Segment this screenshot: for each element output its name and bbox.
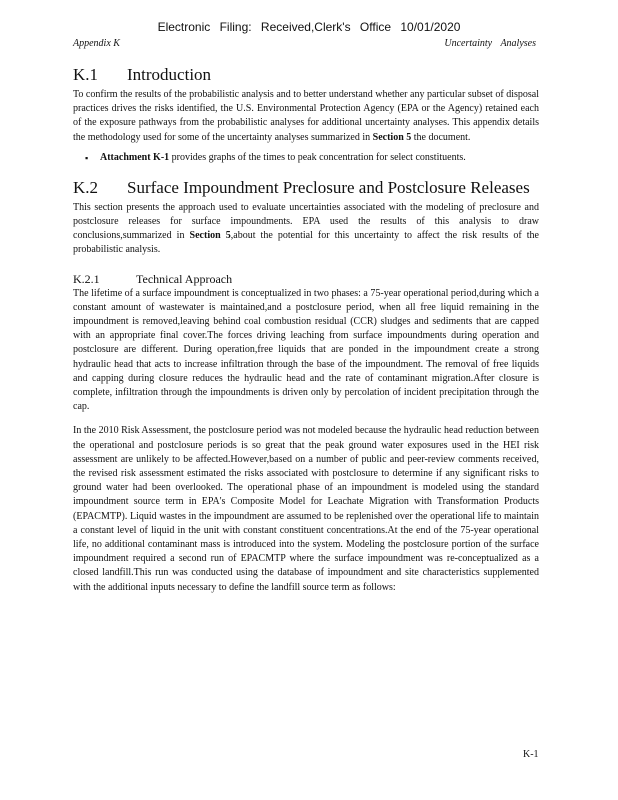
paragraph-text-end: the document.	[413, 131, 471, 143]
paragraph-text: To confirm the results of the probabilistic analysis and to better understand whether any particular subset of disposal practices drives the risks identified, the U.S. Environmental Protection Agency (EPA or the Agency) retained each of the exposure pathways from the probabilistic analyses for additional uncertainty analyses. This appendix details the methodology used for some of the uncertainty analyses summarized in	[73, 89, 539, 143]
paragraph	[73, 88, 539, 145]
section-number: K.1	[73, 65, 99, 84]
section-reference: Section 5	[372, 131, 412, 143]
section-number: K.2	[73, 177, 99, 197]
paragraph-text-end: ,about the potential for this uncertainty to affect the risk results of the probabilistic analysis.	[73, 230, 539, 256]
section-heading-k1	[73, 64, 539, 86]
section-title: Surface Impoundment Preclosure and Postclosure Releases	[127, 177, 530, 197]
attachment-reference: Attachment K-1	[100, 151, 170, 163]
bullet-list	[73, 151, 539, 165]
subsection-heading-k21	[73, 272, 539, 287]
list-item	[85, 151, 539, 165]
paragraph: The lifetime of a surface impoundment is conceptualized in two phases: a 75-year operational period,during which a constant amount of wastewater is maintained,and a postclosure period, when all free liquid remaining in the impoundment is removed,leaving behind coal combustion residual (CCR) sludges and sediments that are capped with an appropriate final cover.The forces driving leaching from surface impoundments during operation and postclosure are different. During operation,free liquids that are ponded in the impoundment create a strong hydraulic head that acts to increase infiltration through the base of the impoundment. The removal of free liquids and capping during closure reduces the hydraulic head and the rate of contaminant migration.After closure is complete, infiltration through the impoundments is driven only by percolation of incident precipitation through the cap.	[73, 287, 539, 413]
section-title: Introduction	[127, 65, 212, 84]
running-header-right: Uncertainty Analyses	[444, 38, 536, 49]
paragraph: In the 2010 Risk Assessment, the postclosure period was not modeled because the hydraulic head reduction between the operational and postclosure periods is so great that the peak ground water exposures used in the HEI risk assessment are unlikely to be affected.However,based on a number of public and peer-review comments received, the revised risk assessment estimated the risks associated with postclosure to determine if any significant risks to ground water had been overlooked. The operational phase of an impoundment is modeled using the standard impoundment source term in EPA's Composite Model for Leachate Migration with Transformation Products (EPACMTP). Liquid wastes in the impoundment are assumed to be replenished over the operational life to maintain a constant level of liquid in the unit with constant constituent concentrations.At the end of the 75-year operational life, no additional contaminant mass is introduced into the system. Modeling the postclosure portion of the surface impoundment required a second run of EPACMTP where the surface impoundment was re-conceptualized as a closed landfill.This run was conducted using the database of impoundment and site characteristics supplemented with the additional inputs necessary to define the landfill source term as follows:	[73, 425, 539, 593]
section-heading-k2	[73, 177, 539, 199]
running-header-left: Appendix K	[73, 38, 120, 49]
subsection-number: K.2.1	[73, 271, 100, 286]
subsection-title: Technical Approach	[136, 271, 233, 286]
filing-stamp: Electronic Filing: Received,Clerk's Office 10/01/2020	[157, 20, 461, 34]
paragraph	[73, 201, 539, 258]
list-item-text: provides graphs of the times to peak concentration for select constituents.	[171, 151, 466, 163]
body-content	[73, 64, 539, 595]
paragraph-text: This section presents the approach used to evaluate uncertainties associated with the modeling of preclosure and postclosure releases for surface impoundments. EPA used the results of this analysis to draw conclusions,summarized in	[73, 201, 539, 242]
page-number: K-1	[523, 749, 539, 760]
section-reference: Section 5	[189, 230, 231, 242]
